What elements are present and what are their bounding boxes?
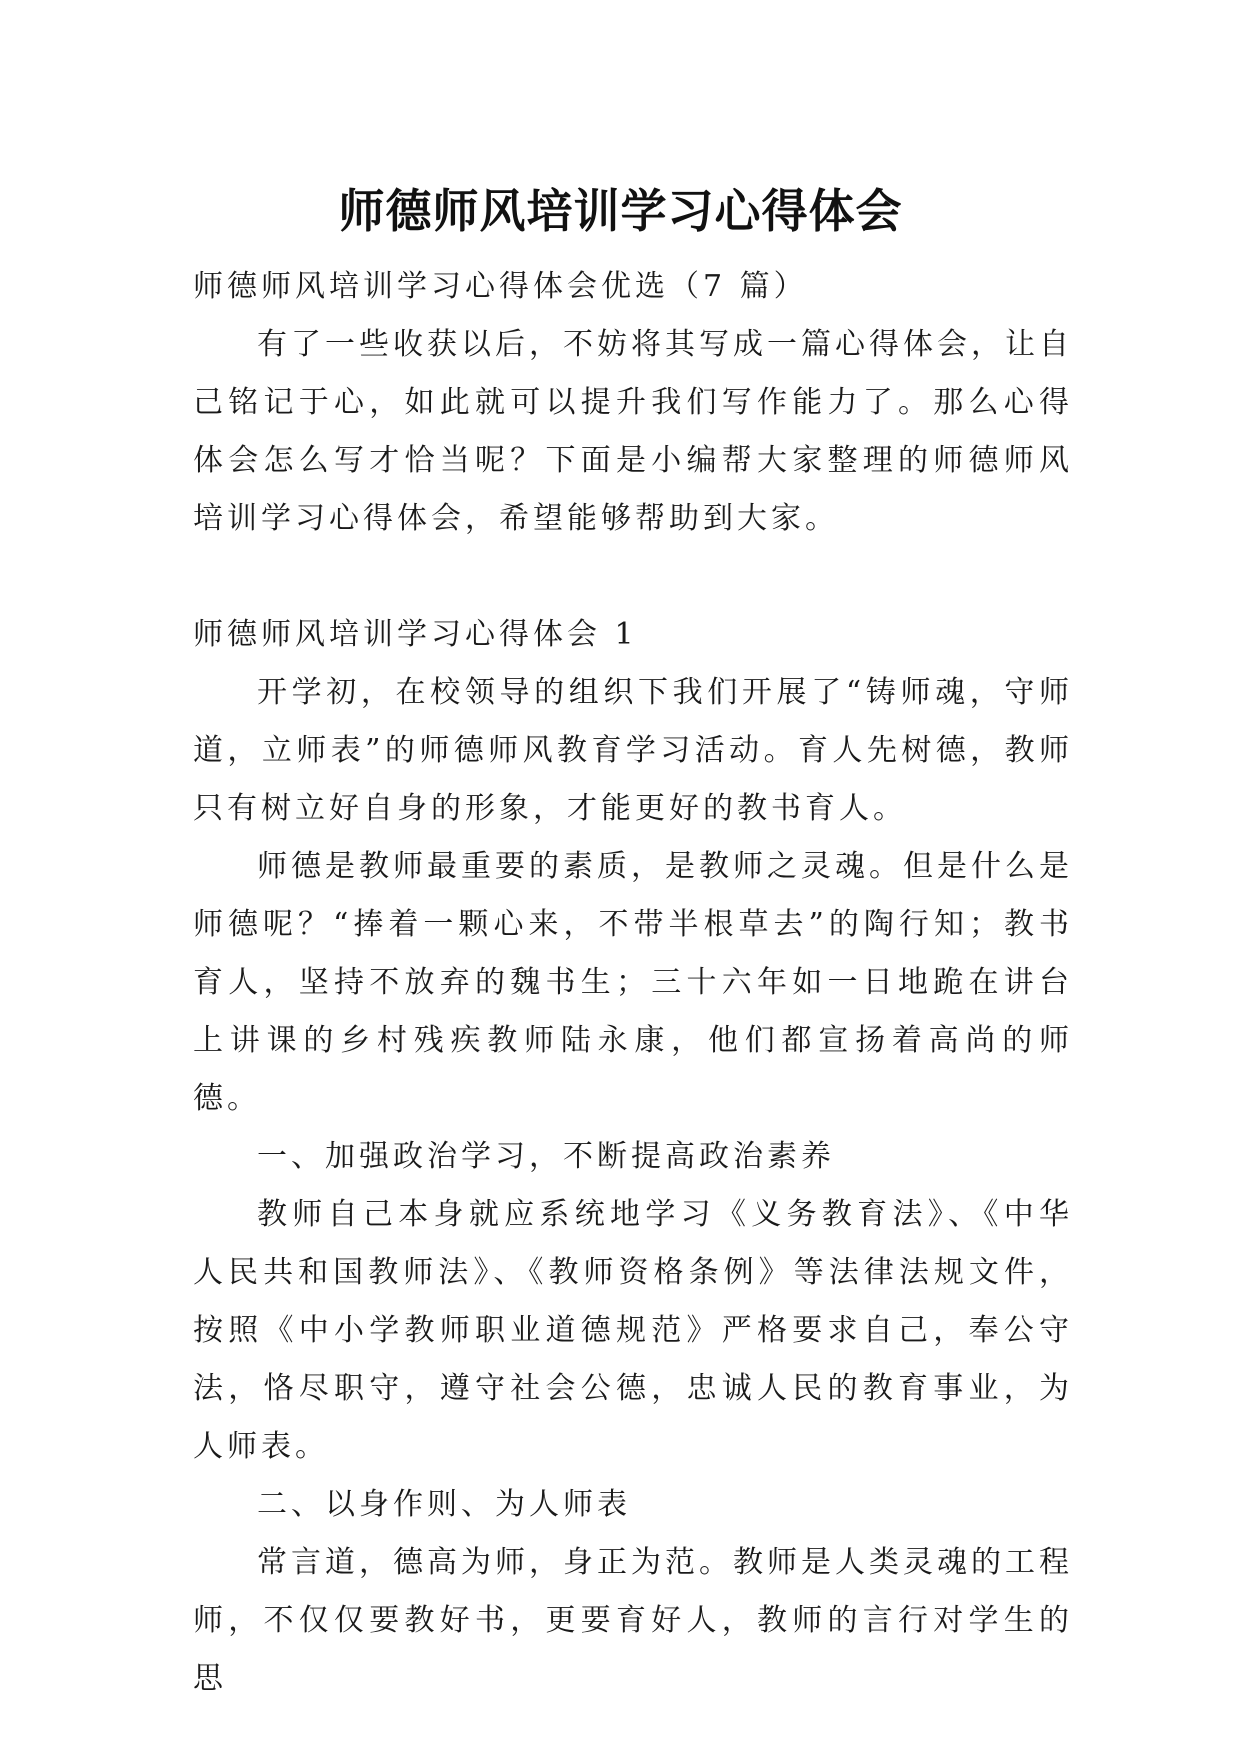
point-heading-2: 二、以身作则、为人师表 xyxy=(257,1487,631,1522)
body-paragraph-4: 常言道，德高为师，身正为范。教师是人类灵魂的工程师，不仅仅要教好书，更要育好人，教师的言行对学生的思 xyxy=(193,1545,1073,1696)
document-title: 师德师风培训学习心得体会 xyxy=(338,183,903,238)
document-subtitle: 师德师风培训学习心得体会优选（7 篇） xyxy=(193,269,808,304)
body-paragraph-2: 师德是教师最重要的素质，是教师之灵魂。但是什么是师德呢？“捧着一颗心来，不带半根草去”的陶行知；教书育人，坚持不放弃的魏书生；三十六年如一日地跪在讲台上讲课的乡村残疾教师陆永康，他们都宣扬着高尚的师德。 xyxy=(193,849,1073,1116)
point-heading-1: 一、加强政治学习，不断提高政治素养 xyxy=(257,1139,835,1174)
body-paragraph-3: 教师自己本身就应系统地学习《义务教育法》、《中华人民共和国教师法》、《教师资格条例》等法律法规文件，按照《中小学教师职业道德规范》严格要求自己，奉公守法，恪尽职守，遵守社会公德，忠诚人民的教育事业，为人师表。 xyxy=(193,1197,1073,1464)
intro-paragraph: 有了一些收获以后，不妨将其写成一篇心得体会，让自己铭记于心，如此就可以提升我们写作能力了。那么心得体会怎么写才恰当呢？下面是小编帮大家整理的师德师风培训学习心得体会，希望能够帮助到大家。 xyxy=(193,327,1073,536)
section-heading: 师德师风培训学习心得体会 1 xyxy=(193,617,638,652)
body-paragraph-1: 开学初，在校领导的组织下我们开展了“铸师魂，守师道，立师表”的师德师风教育学习活动。育人先树德，教师只有树立好自身的形象，才能更好的教书育人。 xyxy=(193,675,1073,826)
section-spacer xyxy=(193,548,1073,606)
document-body xyxy=(193,258,1073,1708)
